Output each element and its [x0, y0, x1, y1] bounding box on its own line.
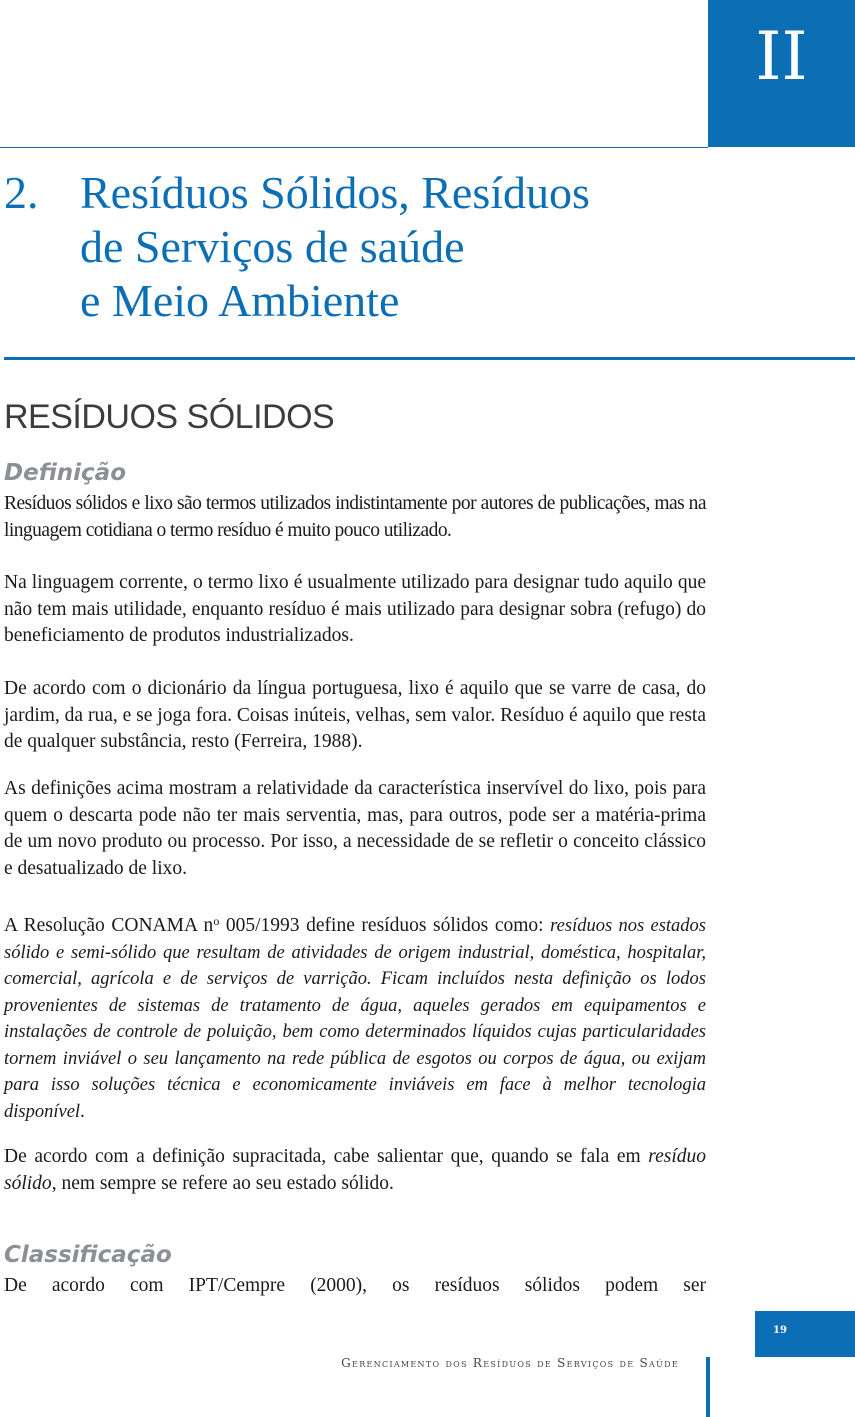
conama-quote: resíduos nos estados sólido e semi-sólido que resultam de atividades de origem industrial, doméstica, hospitalar, comercial, agrícola e de serviços de varrição. Ficam incluídos nesta definição os lodos provenientes de sistemas de tratamento de água, aqueles gerados em equipamentos e instalações de controle de poluição, bem como determinados líquidos cujas particularidades tornem inviável o seu lançamento na rede pública de esgotos ou corpos de água, ou exijam para isso soluções técnica e economicamente inviáveis em face à melhor tecnologia disponível	[4, 916, 706, 1122]
definition-note-intro: De acordo com a definição supracitada, cabe salientar que, quando se fala em	[4, 1146, 649, 1167]
running-footer: Gerenciamento dos Resíduos de Serviços de Saúde	[341, 1356, 679, 1370]
chapter-title-line: de Serviços de saúde	[80, 221, 465, 272]
chapter-number: 2.	[4, 167, 39, 218]
footer-bar	[706, 1357, 710, 1417]
paragraph: De acordo com o dicionário da língua portuguesa, lixo é aquilo que se varre de casa, do jardim, da rua, e se joga fora. Coisas inúteis, velhas, sem valor. Resíduo é aquilo que resta de qualquer substância, resto (Ferreira, 1988).	[4, 678, 706, 752]
page-number-box	[755, 1311, 855, 1357]
chapter-roman-numeral: II	[755, 18, 808, 95]
paragraph: De acordo com IPT/Cempre (2000), os resíduos sólidos podem ser	[4, 1275, 706, 1296]
chapter-title-line: Resíduos Sólidos, Resíduos	[80, 167, 590, 218]
paragraph: Na linguagem corrente, o termo lixo é usualmente utilizado para designar tudo aquilo que não tem mais utilidade, enquanto resíduo é mais utilizado para designar sobra (refugo) do beneficiamento de produtos industrializados.	[4, 572, 706, 646]
chapter-title-line: e Meio Ambiente	[80, 275, 400, 326]
page-number: 19	[773, 1325, 787, 1336]
paragraph: Resíduos sólidos e lixo são termos utilizados indistintamente por autores de publicações, mas na linguagem cotidiana o termo resíduo é muito pouco utilizado.	[4, 493, 706, 541]
subhead-classificacao: Classificação	[4, 1242, 172, 1268]
conama-mid: 005/1993 define resíduos sólidos como:	[219, 915, 551, 936]
subhead-definicao: Definição	[4, 460, 127, 486]
title-rule	[4, 357, 855, 360]
chapter-tab	[708, 0, 855, 147]
paragraph-conama	[4, 908, 706, 1125]
header-rule	[0, 147, 708, 148]
ordinal-mark: o	[213, 914, 220, 928]
conama-end: .	[80, 1100, 85, 1122]
section-title: RESÍDUOS SÓLIDOS	[4, 398, 335, 436]
paragraph	[4, 1144, 706, 1197]
definition-note-end: , nem sempre se refere ao seu estado sólido.	[51, 1172, 394, 1194]
definition-note-emphasis: resíduo sólido	[4, 1146, 706, 1194]
paragraph: As definições acima mostram a relatividade da característica inservível do lixo, pois para quem o descarta pode não ter mais serventia, mas, para outros, pode ser a matéria-prima de um novo produto ou processo. Por isso, a necessidade de se refletir o conceito clássico e desatualizado de lixo.	[4, 778, 706, 879]
conama-intro: A Resolução CONAMA n	[4, 915, 214, 936]
